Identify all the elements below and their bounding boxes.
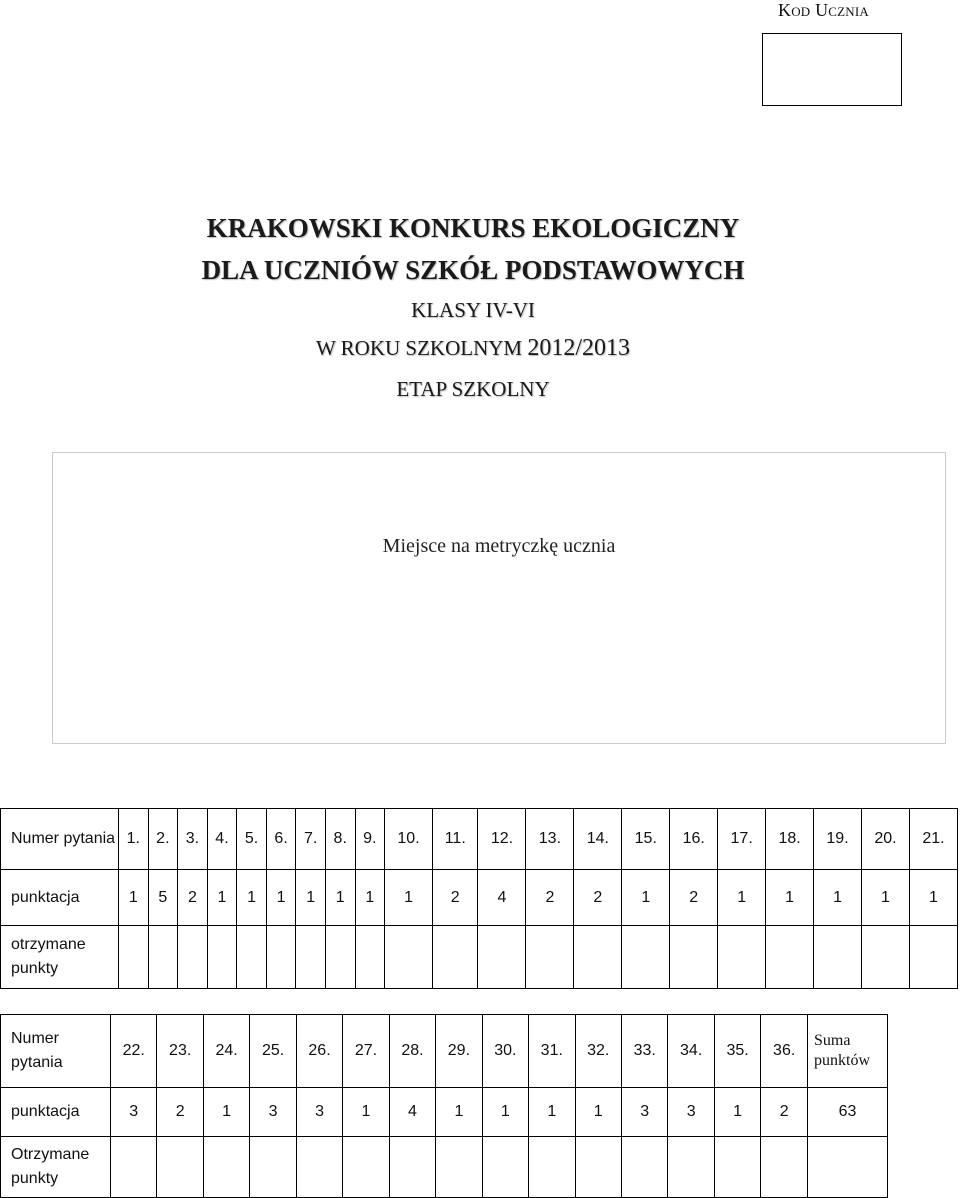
question-number-cell: 16. [670, 809, 718, 870]
question-number-cell: 4. [207, 809, 237, 870]
received-points-cell[interactable] [478, 926, 526, 989]
max-points-cell: 1 [119, 870, 149, 926]
max-points-cell: 2 [526, 870, 574, 926]
received-points-cell[interactable] [119, 926, 149, 989]
received-points-cell[interactable] [670, 926, 718, 989]
max-points-cell: 1 [718, 870, 766, 926]
question-number-cell: 33. [621, 1015, 667, 1088]
received-points-cell[interactable] [575, 1137, 621, 1198]
question-number-cell: 31. [529, 1015, 575, 1088]
max-points-cell: 3 [621, 1088, 667, 1137]
received-points-cell[interactable] [622, 926, 670, 989]
received-points-cell[interactable] [207, 926, 237, 989]
received-points-cell[interactable] [148, 926, 178, 989]
max-points-cell: 1 [909, 870, 957, 926]
school-year: 2012/2013 [527, 335, 631, 361]
received-points-cell[interactable] [157, 1137, 203, 1198]
max-points-cell: 1 [355, 870, 385, 926]
title-line-4 [0, 335, 946, 362]
score-table-2 [0, 1014, 888, 1198]
score-table-1 [0, 808, 958, 989]
max-points-cell: 2 [670, 870, 718, 926]
max-points-cell: 1 [436, 1088, 482, 1137]
received-points-cell[interactable] [250, 1137, 296, 1198]
metryczka-label: Miejsce na metryczkę ucznia [382, 535, 616, 557]
received-points-cell[interactable] [761, 1137, 808, 1198]
max-points-cell: 2 [761, 1088, 808, 1137]
received-points-cell[interactable] [436, 1137, 482, 1198]
row-label-otrzymane-punkty: otrzymane punkty [1, 926, 119, 989]
received-points-cell[interactable] [814, 926, 862, 989]
title-line-3: KLASY IV-VI [411, 298, 535, 322]
received-points-cell[interactable] [343, 1137, 389, 1198]
received-points-cell[interactable] [526, 926, 574, 989]
max-points-cell: 1 [529, 1088, 575, 1137]
question-number-cell: 26. [296, 1015, 342, 1088]
question-number-cell: 3. [178, 809, 208, 870]
received-points-cell[interactable] [296, 926, 326, 989]
received-points-cell[interactable] [355, 926, 385, 989]
question-number-cell: 30. [482, 1015, 528, 1088]
question-number-cell: 25. [250, 1015, 296, 1088]
max-points-cell: 5 [148, 870, 178, 926]
question-number-cell: 2. [148, 809, 178, 870]
max-points-cell: 1 [296, 870, 326, 926]
received-points-cell[interactable] [385, 926, 433, 989]
row-label-numer-pytania: Numer pytania [1, 1015, 111, 1088]
max-points-cell: 3 [296, 1088, 342, 1137]
question-number-cell: 9. [355, 809, 385, 870]
received-points-cell[interactable] [861, 926, 909, 989]
received-points-cell[interactable] [296, 1137, 342, 1198]
received-points-cell[interactable] [482, 1137, 528, 1198]
metryczka-box[interactable] [52, 452, 946, 744]
received-points-cell[interactable] [389, 1137, 435, 1198]
received-points-cell[interactable] [237, 926, 267, 989]
question-number-cell: 35. [714, 1015, 760, 1088]
row-label-punktacja: punktacja [1, 1088, 111, 1137]
max-points-cell: 3 [668, 1088, 714, 1137]
question-number-cell: 8. [325, 809, 355, 870]
max-points-cell: 1 [343, 1088, 389, 1137]
received-points-cell[interactable] [433, 926, 478, 989]
sum-points-label: Suma punktów [808, 1015, 888, 1088]
max-points-cell: 1 [203, 1088, 249, 1137]
max-points-cell: 1 [575, 1088, 621, 1137]
max-points-cell: 1 [266, 870, 296, 926]
question-number-cell: 19. [814, 809, 862, 870]
row-label-otrzymane-punkty: Otrzymane punkty [1, 1137, 111, 1198]
kod-ucznia-label: Kod Ucznia [778, 0, 869, 20]
received-points-cell[interactable] [718, 926, 766, 989]
max-points-cell: 4 [478, 870, 526, 926]
received-points-cell[interactable] [203, 1137, 249, 1198]
question-number-cell: 13. [526, 809, 574, 870]
max-points-cell: 1 [714, 1088, 760, 1137]
row-label-numer-pytania: Numer pytania [1, 809, 119, 870]
max-points-cell: 2 [574, 870, 622, 926]
question-number-cell: 23. [157, 1015, 203, 1088]
received-points-cell[interactable] [909, 926, 957, 989]
max-points-cell: 3 [250, 1088, 296, 1137]
received-points-cell[interactable] [621, 1137, 667, 1198]
received-points-cell[interactable] [266, 926, 296, 989]
question-number-cell: 14. [574, 809, 622, 870]
question-number-cell: 22. [111, 1015, 157, 1088]
received-points-cell[interactable] [714, 1137, 760, 1198]
max-points-cell: 2 [433, 870, 478, 926]
max-points-cell: 1 [861, 870, 909, 926]
question-number-cell: 21. [909, 809, 957, 870]
question-number-cell: 18. [766, 809, 814, 870]
question-number-cell: 7. [296, 809, 326, 870]
question-number-cell: 12. [478, 809, 526, 870]
question-number-cell: 27. [343, 1015, 389, 1088]
question-number-cell: 1. [119, 809, 149, 870]
kod-ucznia-box[interactable] [762, 33, 902, 106]
max-points-cell: 1 [622, 870, 670, 926]
received-points-cell[interactable] [668, 1137, 714, 1198]
received-points-cell[interactable] [574, 926, 622, 989]
sum-points-received[interactable] [808, 1137, 888, 1198]
question-number-cell: 34. [668, 1015, 714, 1088]
title-line-2: DLA UCZNIÓW SZKÓŁ PODSTAWOWYCH [201, 255, 745, 285]
max-points-cell: 2 [157, 1088, 203, 1137]
question-number-cell: 6. [266, 809, 296, 870]
max-points-cell: 3 [111, 1088, 157, 1137]
max-points-cell: 1 [482, 1088, 528, 1137]
received-points-cell[interactable] [178, 926, 208, 989]
question-number-cell: 24. [203, 1015, 249, 1088]
max-points-cell: 1 [237, 870, 267, 926]
question-number-cell: 15. [622, 809, 670, 870]
question-number-cell: 10. [385, 809, 433, 870]
question-number-cell: 32. [575, 1015, 621, 1088]
question-number-cell: 11. [433, 809, 478, 870]
row-label-punktacja: punktacja [1, 870, 119, 926]
question-number-cell: 36. [761, 1015, 808, 1088]
max-points-cell: 1 [766, 870, 814, 926]
school-year-prefix: W ROKU SZKOLNYM [315, 336, 523, 360]
question-number-cell: 17. [718, 809, 766, 870]
received-points-cell[interactable] [766, 926, 814, 989]
question-number-cell: 20. [861, 809, 909, 870]
max-points-cell: 4 [389, 1088, 435, 1137]
max-points-cell: 1 [814, 870, 862, 926]
sum-points-max: 63 [808, 1088, 888, 1137]
title-line-1: KRAKOWSKI KONKURS EKOLOGICZNY [206, 213, 740, 243]
question-number-cell: 5. [237, 809, 267, 870]
received-points-cell[interactable] [111, 1137, 157, 1198]
question-number-cell: 29. [436, 1015, 482, 1088]
max-points-cell: 1 [385, 870, 433, 926]
max-points-cell: 2 [178, 870, 208, 926]
max-points-cell: 1 [207, 870, 237, 926]
received-points-cell[interactable] [529, 1137, 575, 1198]
question-number-cell: 28. [389, 1015, 435, 1088]
title-line-5: ETAP SZKOLNY [396, 377, 550, 401]
max-points-cell: 1 [325, 870, 355, 926]
received-points-cell[interactable] [325, 926, 355, 989]
